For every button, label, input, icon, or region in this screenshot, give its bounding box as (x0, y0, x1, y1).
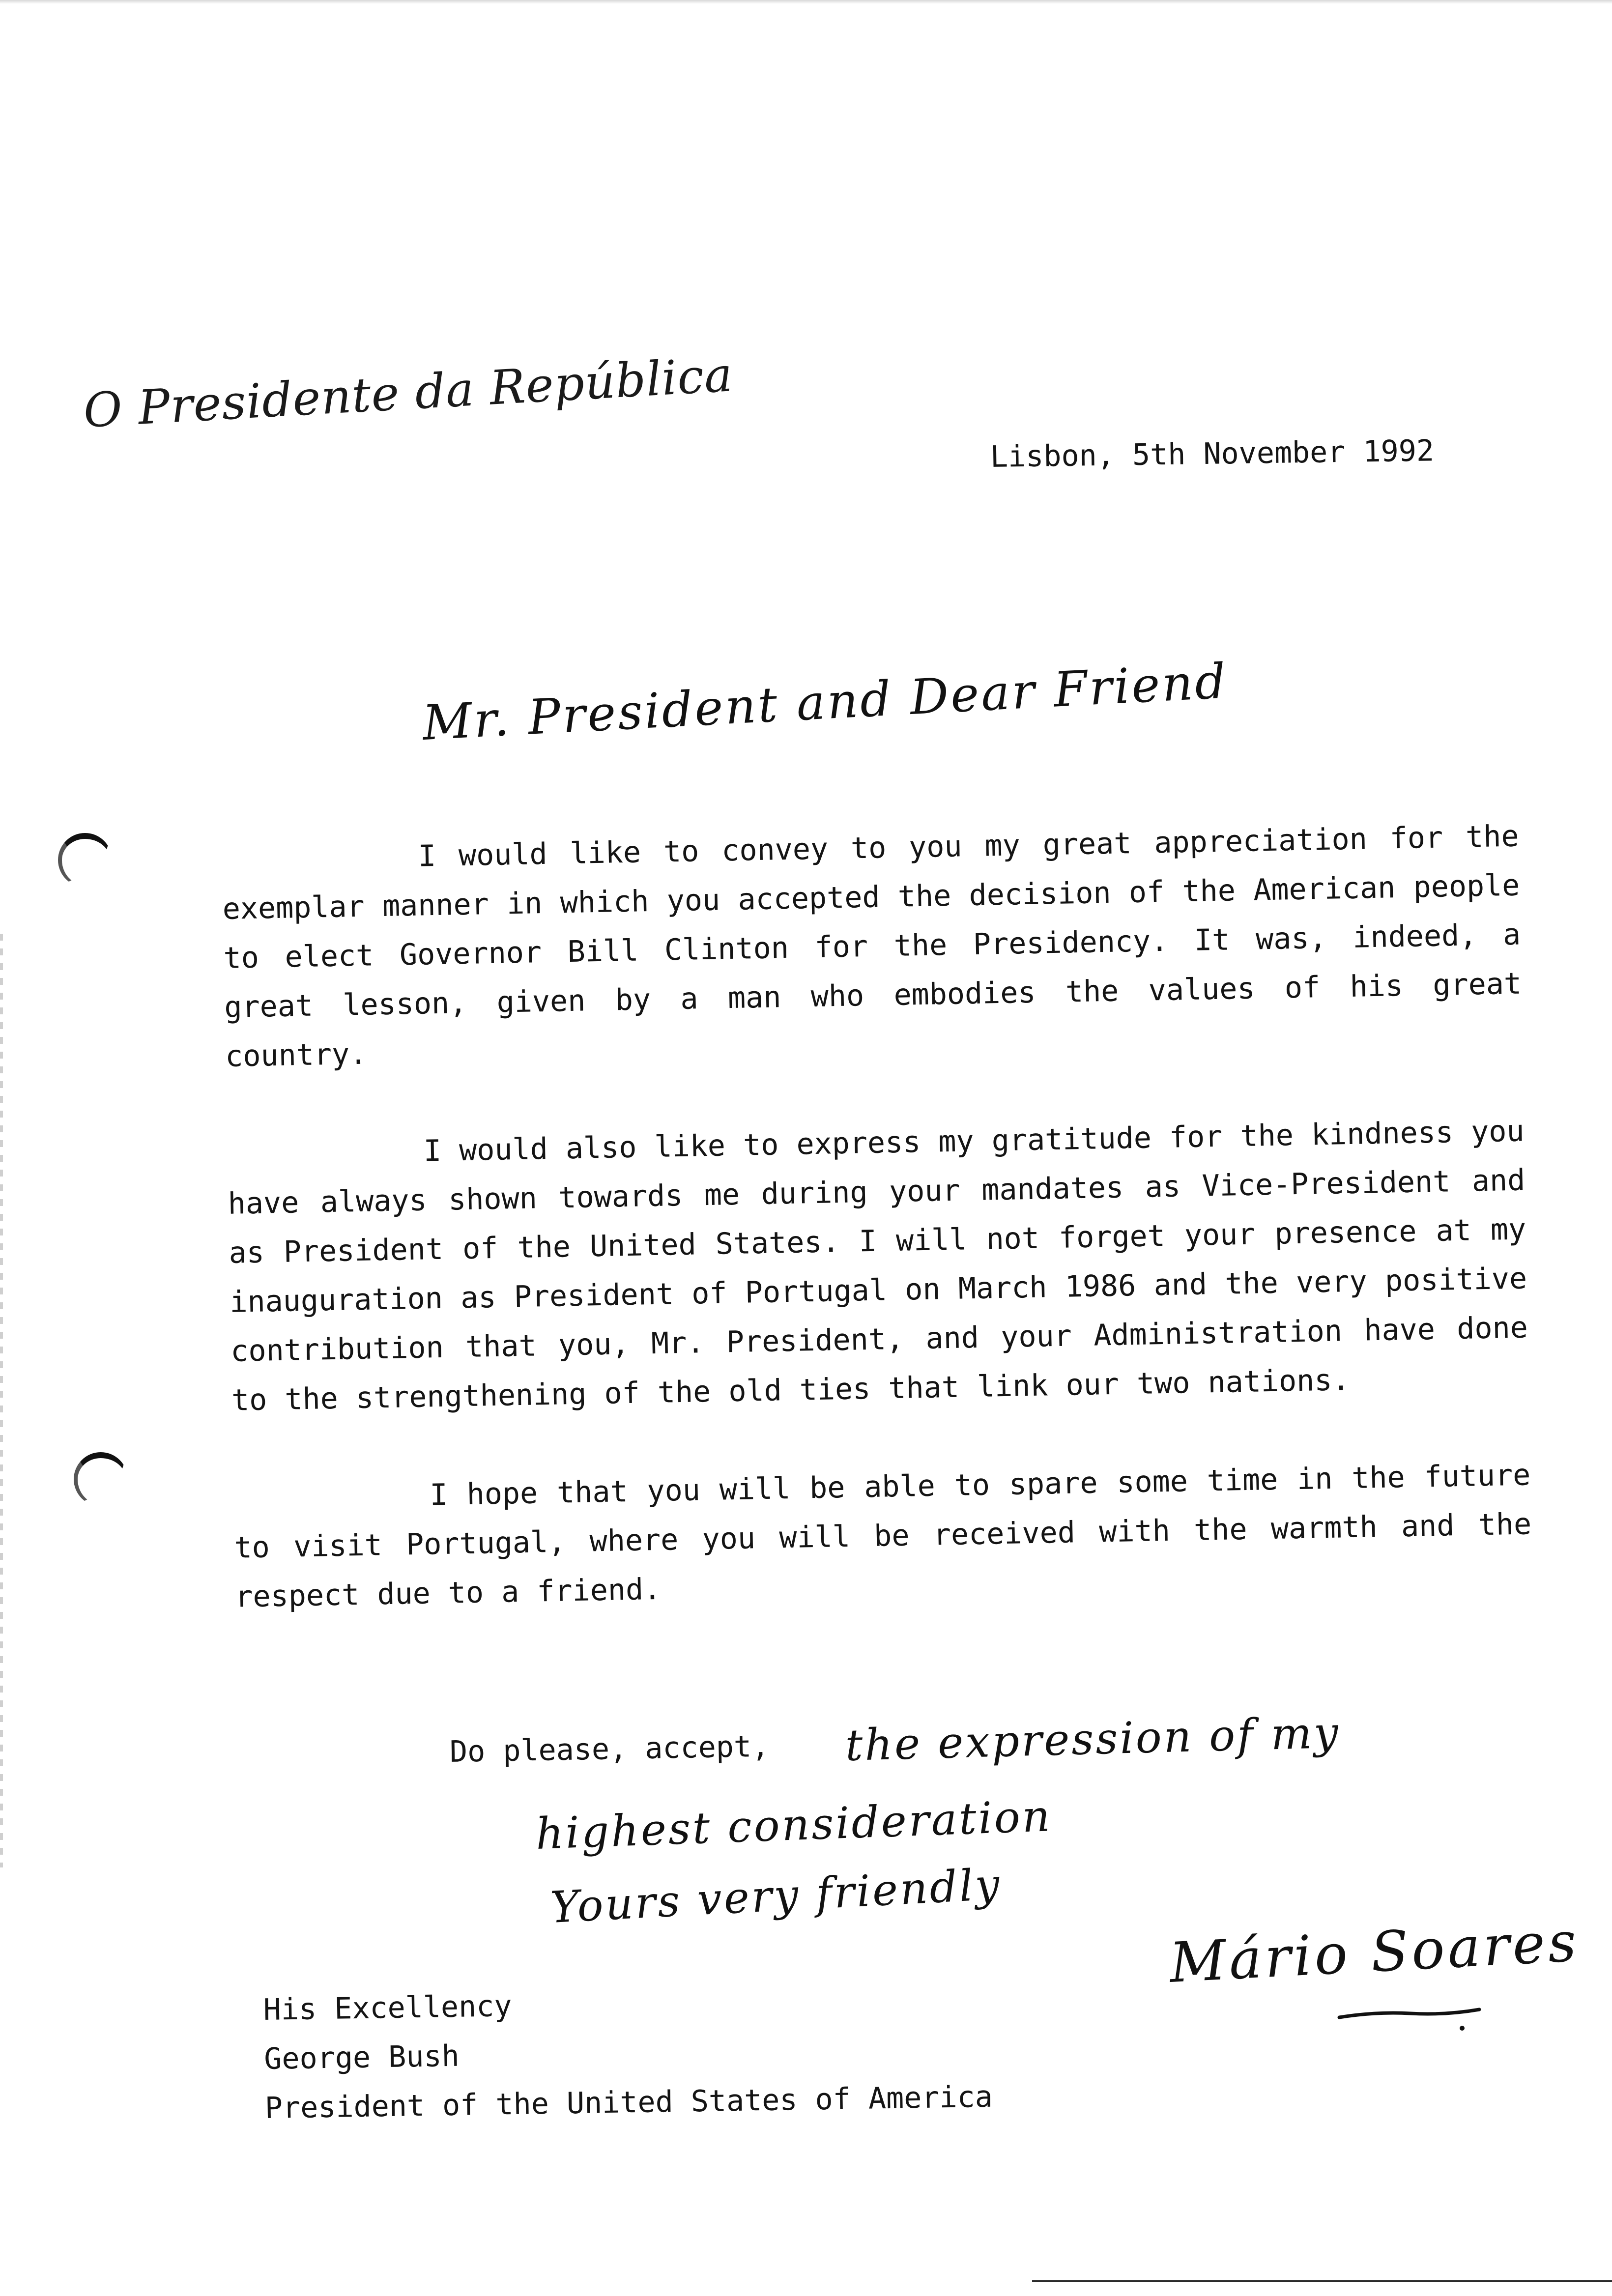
handwritten-closing-line: Yours very friendly (549, 1858, 1003, 1933)
addressee-block (263, 1974, 993, 2133)
addressee-line: His Excellency (263, 1989, 513, 2027)
letterhead-title: O Presidente da República (82, 347, 734, 438)
body-paragraph: I hope that you will be able to spare some time in the future to visit Portugal, where you will be received with the warmth and the respect due to a friend. (233, 1458, 1532, 1614)
body-paragraph: I would like to convey to you my great appreciation for the exemplar manner in which you accepted the decision of the American people to elect Governor Bill Clinton for the Presidency. It was, indeed, a great lesson, given by a man who embodies the values of his great country. (222, 819, 1522, 1074)
handwritten-closing-line: the expression of my (844, 1707, 1341, 1771)
punch-hole-bottom (74, 1452, 128, 1506)
handwritten-salutation: Mr. President and Dear Friend (421, 653, 1229, 751)
scan-edge-bottom (1032, 2280, 1612, 2282)
scan-edge-top (0, 0, 1612, 4)
punch-hole-top (58, 833, 112, 887)
signature-underline-icon (1337, 2003, 1484, 2032)
addressee-line: George Bush (263, 2038, 460, 2076)
body-paragraph: I would also like to express my gratitude for the kindness you have always shown towards me during your mandates as Vice-President and as President of the United States. I will not forget your presence at my inauguration as President of Portugal on March 1986 and the very positive contribution that you, Mr. President, and your Administration have done to the strengthening of the old ties that link our two nations. (228, 1114, 1528, 1418)
addressee-line: President of the United States of America (264, 2079, 993, 2125)
closing-typed: Do please, accept, (449, 1729, 770, 1769)
handwritten-closing-line: highest consideration (535, 1790, 1053, 1859)
date-line: Lisbon, 5th November 1992 (990, 433, 1435, 474)
signature: Mário Soares (1168, 1910, 1581, 1995)
letter-body (221, 812, 1534, 1671)
scan-edge-left (0, 934, 3, 1867)
